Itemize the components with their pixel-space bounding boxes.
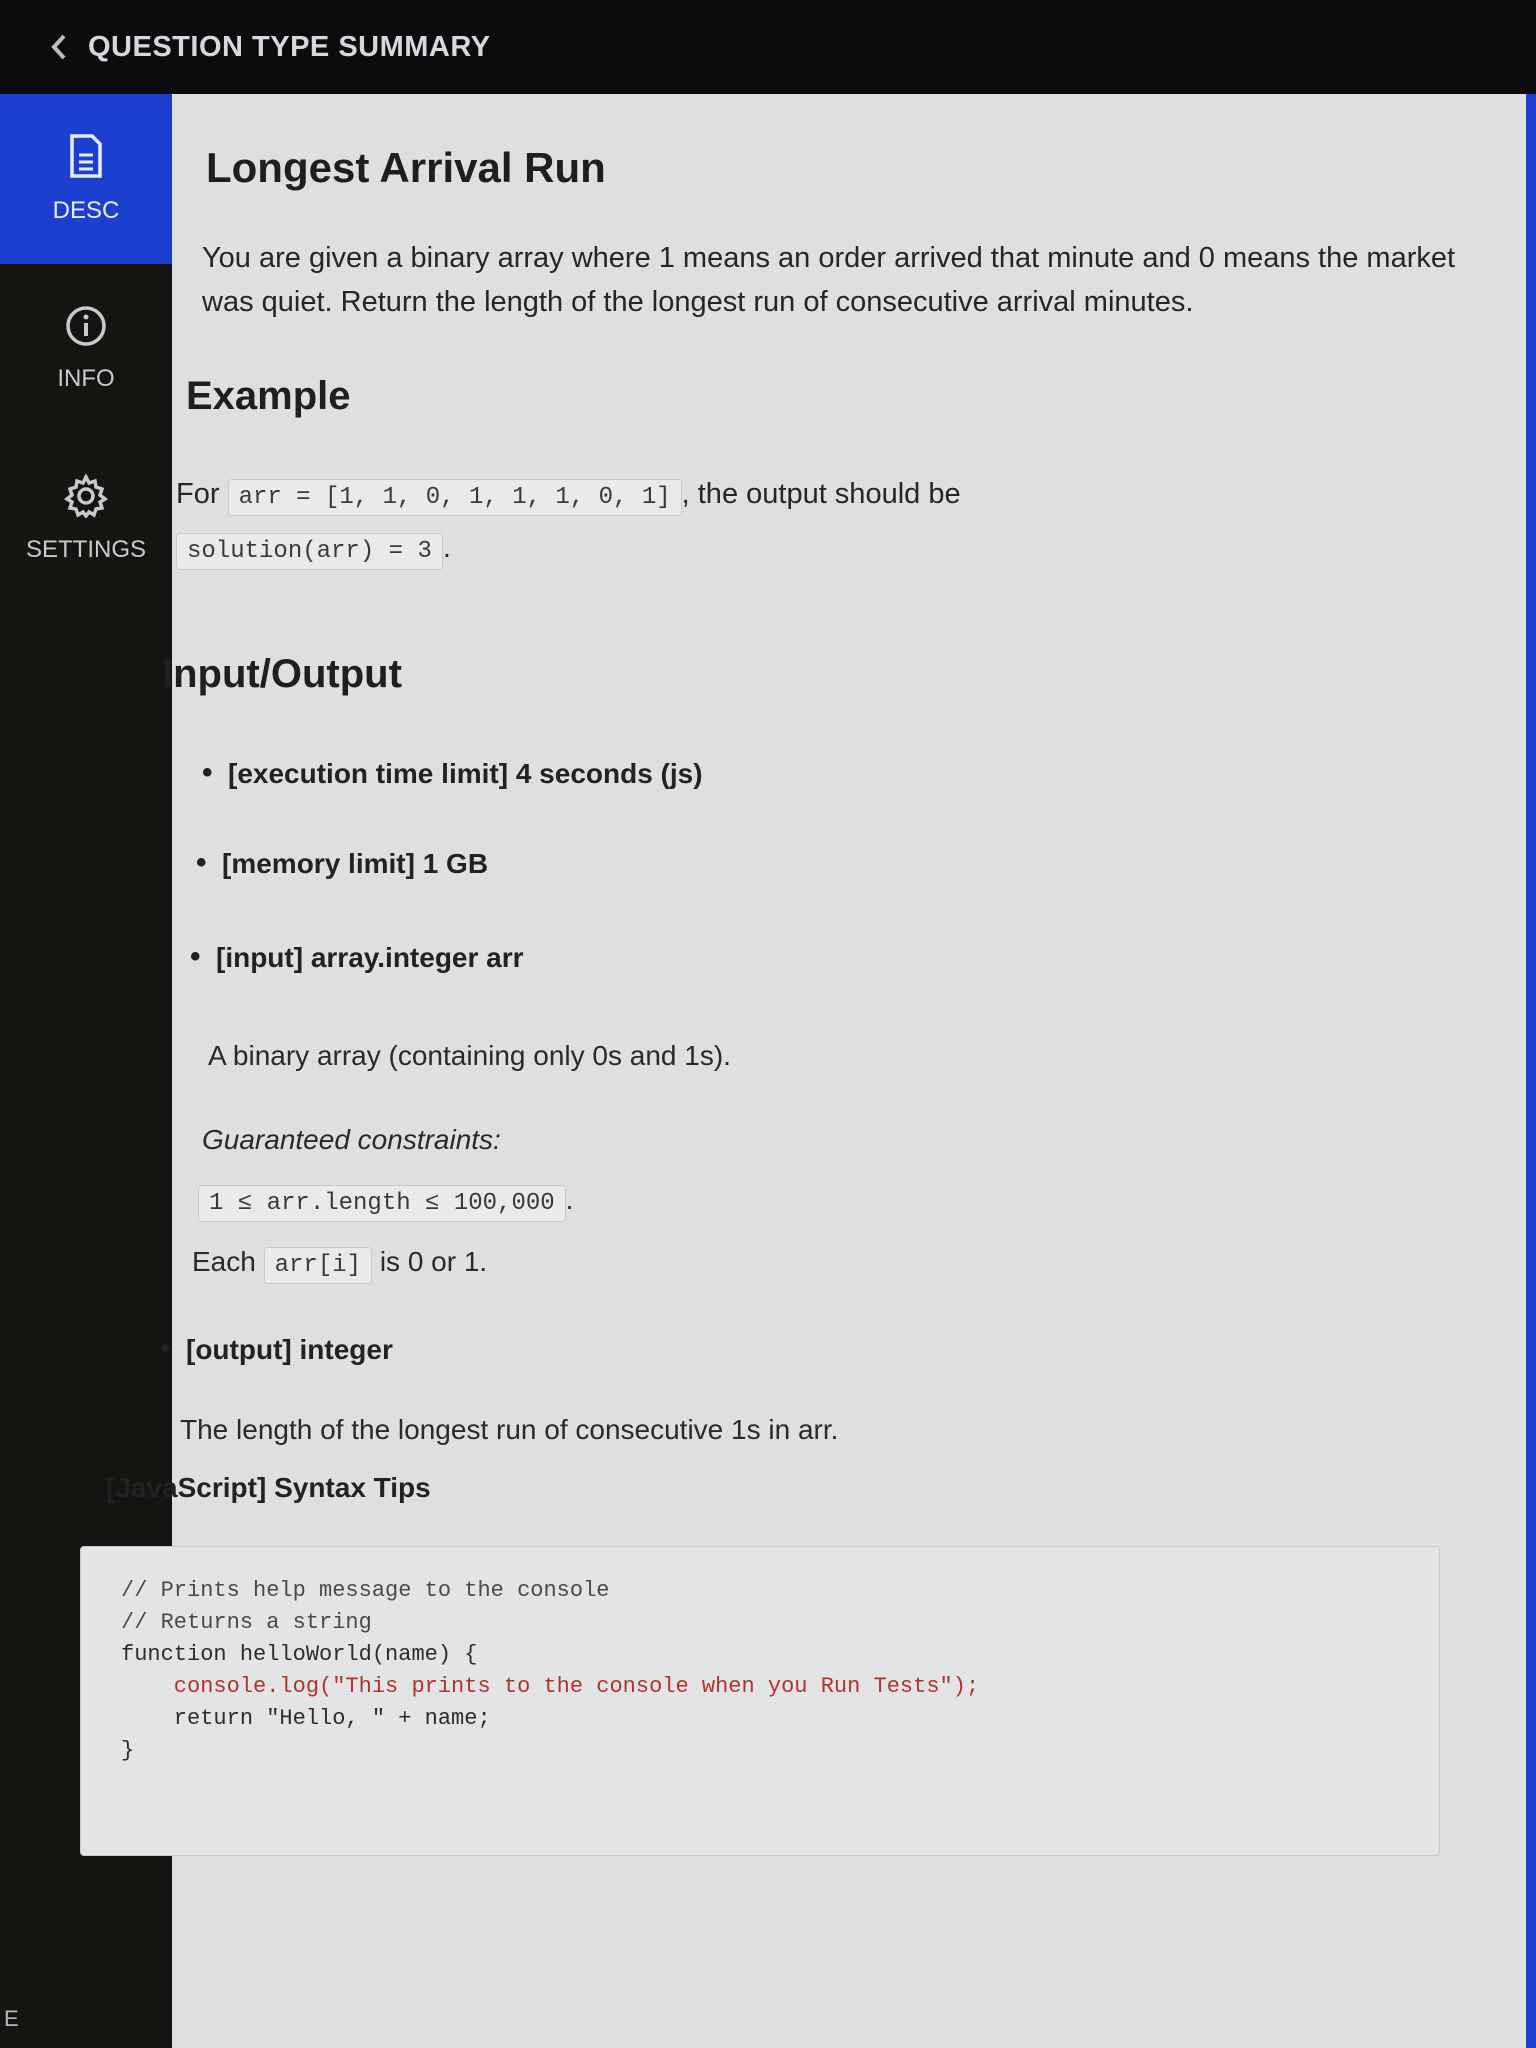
sidebar-item-info[interactable] — [0, 264, 172, 434]
code-line: function helloWorld(name) { — [121, 1642, 478, 1667]
io-heading: Input/Output — [162, 652, 402, 696]
chevron-left-icon[interactable] — [46, 34, 72, 60]
code-line: // Prints help message to the console — [121, 1578, 610, 1603]
sidebar-bottom-label: E — [4, 2006, 19, 2031]
sidebar-item-label: SETTINGS — [25, 536, 146, 563]
output-description: The length of the longest run of consecutive 1s in arr. — [180, 1414, 839, 1445]
constraint-line — [198, 1184, 573, 1217]
sidebar-item-label: DESC — [52, 197, 120, 224]
problem-title: Longest Arrival Run — [206, 144, 606, 191]
problem-description: You are given a binary array where 1 means an order arrived that minute and 0 means the market was quiet. Return the length of the longest run of consecutive arrival minutes. — [202, 242, 1456, 318]
example-sentence — [176, 468, 1476, 524]
constraint-code: 1 ≤ arr.length ≤ 100,000 — [198, 1185, 566, 1222]
info-icon — [65, 305, 107, 347]
each-prefix: Each — [192, 1246, 256, 1277]
input-label: • [input] array.integer arr — [216, 942, 524, 974]
constraint-suffix: . — [565, 1184, 574, 1215]
syntax-tips-code — [80, 1546, 1440, 1856]
page-title: QUESTION TYPE SUMMARY — [88, 30, 491, 63]
top-bar — [0, 0, 1536, 94]
sidebar-item-label: INFO — [57, 365, 115, 392]
each-line — [192, 1246, 487, 1279]
syntax-tips-title: [JavaScript] Syntax Tips — [106, 1472, 431, 1503]
code-line: return "Hello, " + name; — [121, 1706, 491, 1731]
memory-limit: • [memory limit] 1 GB — [222, 848, 488, 880]
input-description: A binary array (containing only 0s and 1s). — [208, 1040, 731, 1071]
code-line: console.log("This prints to the console when you Run Tests"); — [121, 1674, 980, 1699]
problem-content — [106, 94, 1536, 2048]
each-suffix: is 0 or 1. — [379, 1246, 488, 1277]
sidebar-item-settings[interactable] — [0, 434, 172, 604]
example-middle: , the output should be — [681, 478, 961, 510]
example-heading: Example — [186, 374, 351, 418]
each-code: arr[i] — [264, 1247, 372, 1284]
gear-icon — [64, 474, 108, 518]
example-input-code: arr = [1, 1, 0, 1, 1, 1, 0, 1] — [228, 479, 682, 516]
right-edge-accent — [1526, 94, 1536, 2048]
sidebar-item-desc[interactable] — [0, 94, 172, 264]
document-icon — [68, 133, 104, 179]
example-output-line — [176, 522, 1476, 578]
code-line: // Returns a string — [121, 1610, 372, 1635]
execution-limit: • [execution time limit] 4 seconds (js) — [228, 758, 703, 790]
example-output-code: solution(arr) = 3 — [176, 533, 443, 570]
constraints-label: Guaranteed constraints: — [202, 1124, 501, 1155]
example-suffix: . — [442, 532, 451, 564]
code-line: } — [121, 1738, 135, 1763]
example-prefix: For — [176, 478, 220, 510]
output-label: • [output] integer — [186, 1334, 393, 1366]
